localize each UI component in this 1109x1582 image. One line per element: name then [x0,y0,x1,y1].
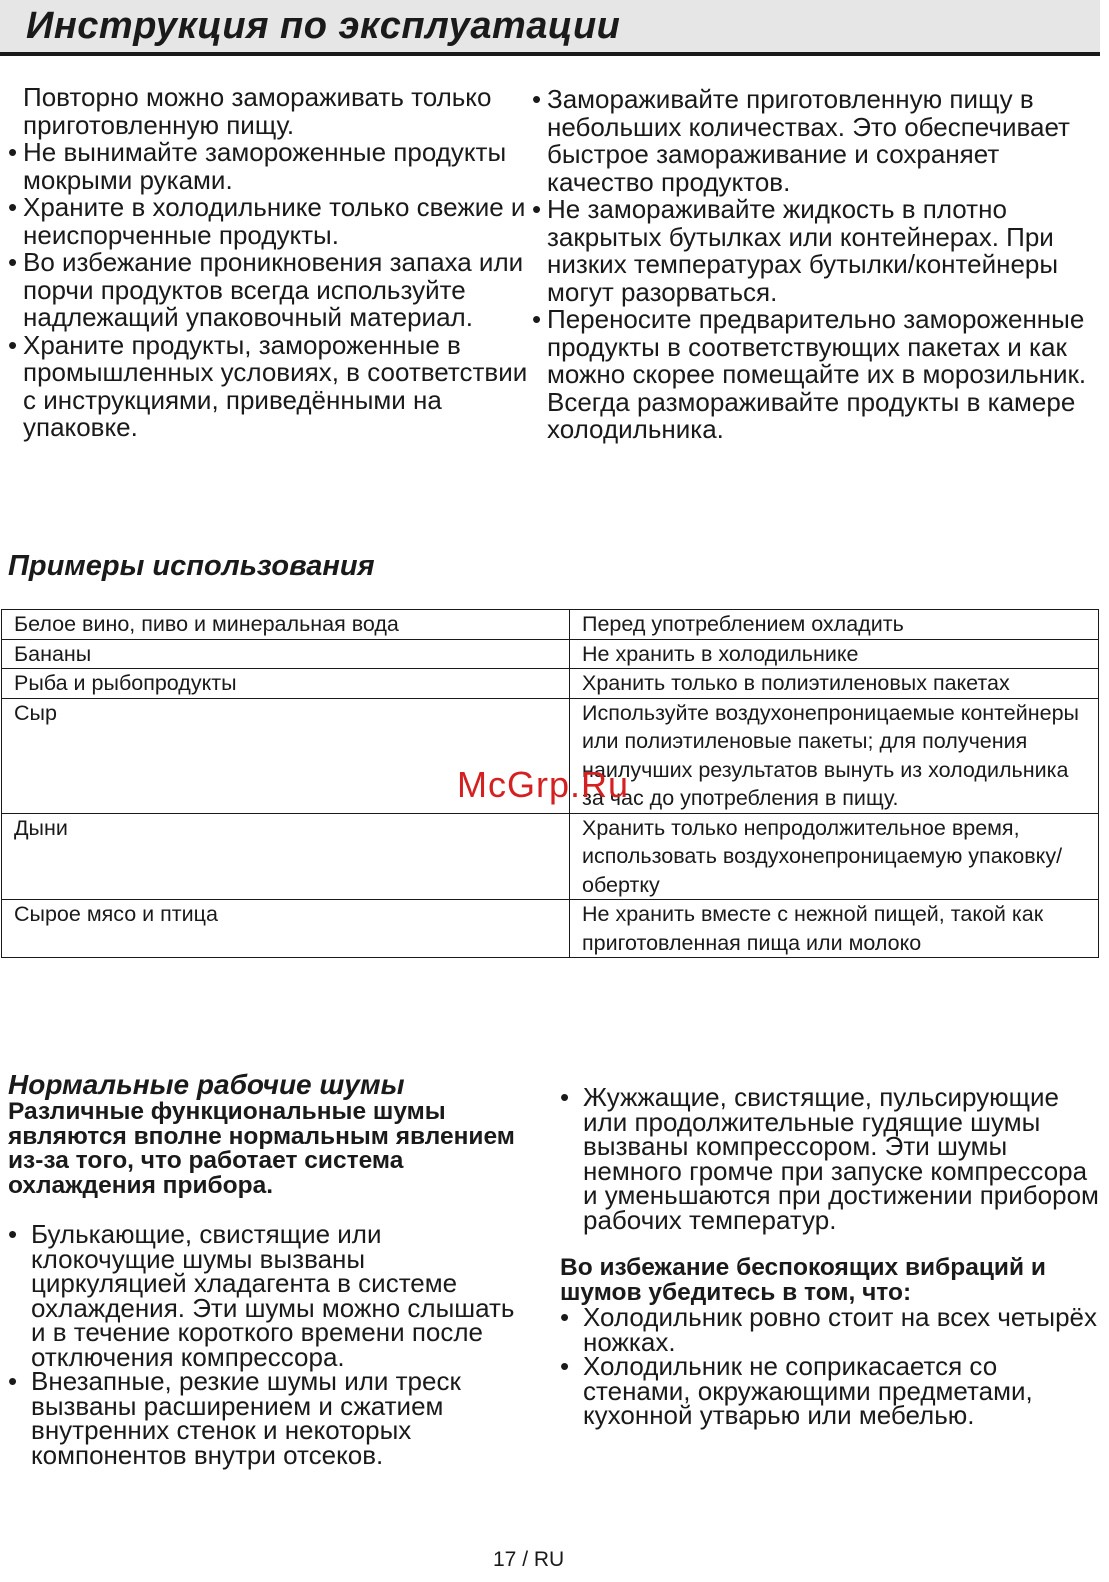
page-number: 17 / RU [493,1548,565,1571]
storage-tip: • Замораживайте приготовленную пищу в небольших количествах. Это обеспечивает быстрое замораживание и сохраняет качество продуктов. [532,86,1102,196]
table-cell-advice: Используйте воздухонепроницаемые контейнеры или полиэтиленовые пакеты; для получения наилучших результатов вынуть из холодильника за час до употребления в пищу. [570,698,1099,813]
table-cell-advice: Не хранить вместе с нежной пищей, такой как приготовленная пища или молоко [570,900,1099,958]
noises-right [560,1082,1105,1430]
table-cell-item: Сыр [2,698,570,813]
examples-heading: Примеры использования [8,550,375,582]
table-row [2,639,1099,669]
noise-bullet: • Внезапные, резкие шумы или треск вызваны расширением и сжатием внутренних стенок и некоторых компонентов внутри отсеков. [8,1369,518,1467]
noises-heading: Нормальные рабочие шумы [8,1069,405,1100]
vibration-bullet: • Холодильник ровно стоит на всех четырёх ножках. [560,1305,1105,1354]
storage-tip: • Переносите предварительно замороженные продукты в соответствующих пакетах и как можно скорее помещайте их в морозильник. Всегда размораживайте продукты в камере холодильника. [532,306,1102,444]
vibration-bullet: • Холодильник не соприкасается со стенами, окружающими предметами, кухонной утварью или мебелью. [560,1354,1105,1428]
storage-tips-right [532,86,1102,444]
storage-tip: • Во избежание проникновения запаха или порчи продуктов всегда используйте надлежащий упаковочный материал. [8,249,528,332]
table-cell-item: Бананы [2,639,570,669]
noises-left [8,1219,518,1470]
table-cell-advice: Перед употреблением охладить [570,610,1099,640]
storage-tip: • Храните в холодильнике только свежие и неиспорченные продукты. [8,194,528,249]
noises-intro: Различные функциональные шумы являются вполне нормальным явлением из-за того, что работает система охлаждения прибора. [8,1098,515,1199]
watermark: McGrp.Ru [457,764,630,805]
table-cell-advice: Хранить только непродолжительное время, использовать воздухонепроницаемую упаковку/обертку [570,813,1099,900]
noise-bullet: • Жужжащие, свистящие, пульсирующие или продолжительные гудящие шумы вызваны компрессором. Эти шумы немного громче при запуске компрессора и уменьшаются при достижении прибором рабочих температур. [560,1085,1105,1232]
storage-tip: • Не вынимайте замороженные продукты мокрыми руками. [8,139,528,194]
storage-tip: Повторно можно замораживать только приготовленную пищу. [23,82,492,140]
table-cell-item: Сырое мясо и птица [2,900,570,958]
page-title: Инструкция по эксплуатации [26,5,621,47]
table-cell-advice: Хранить только в полиэтиленовых пакетах [570,669,1099,699]
table-row [2,900,1099,958]
noise-bullet: • Булькающие, свистящие или клокочущие шумы вызваны циркуляцией хладагента в системе охлаждения. Эти шумы можно слышать и в течение короткого времени после отключения компрессора. [8,1222,518,1369]
table-row [2,813,1099,900]
table-row [2,610,1099,640]
table-cell-item: Дыни [2,813,570,900]
storage-tip: • Не замораживайте жидкость в плотно закрытых бутылках или контейнерах. При низких температурах бутылки/контейнеры могут разорваться. [532,196,1102,306]
vibration-heading: Во избежание беспокоящих вибраций и шумов убедитесь в том, что: [560,1254,1046,1306]
table-cell-advice: Не хранить в холодильнике [570,639,1099,669]
table-row [2,669,1099,699]
table-cell-item: Белое вино, пиво и минеральная вода [2,610,570,640]
storage-tips-left [8,84,528,442]
header-rule [0,52,1100,56]
table-cell-item: Рыба и рыбопродукты [2,669,570,699]
storage-tip: • Храните продукты, замороженные в промышленных условиях, в соответствии с инструкциями, приведёнными на упаковке. [8,332,528,442]
noises-section [8,1070,518,1198]
